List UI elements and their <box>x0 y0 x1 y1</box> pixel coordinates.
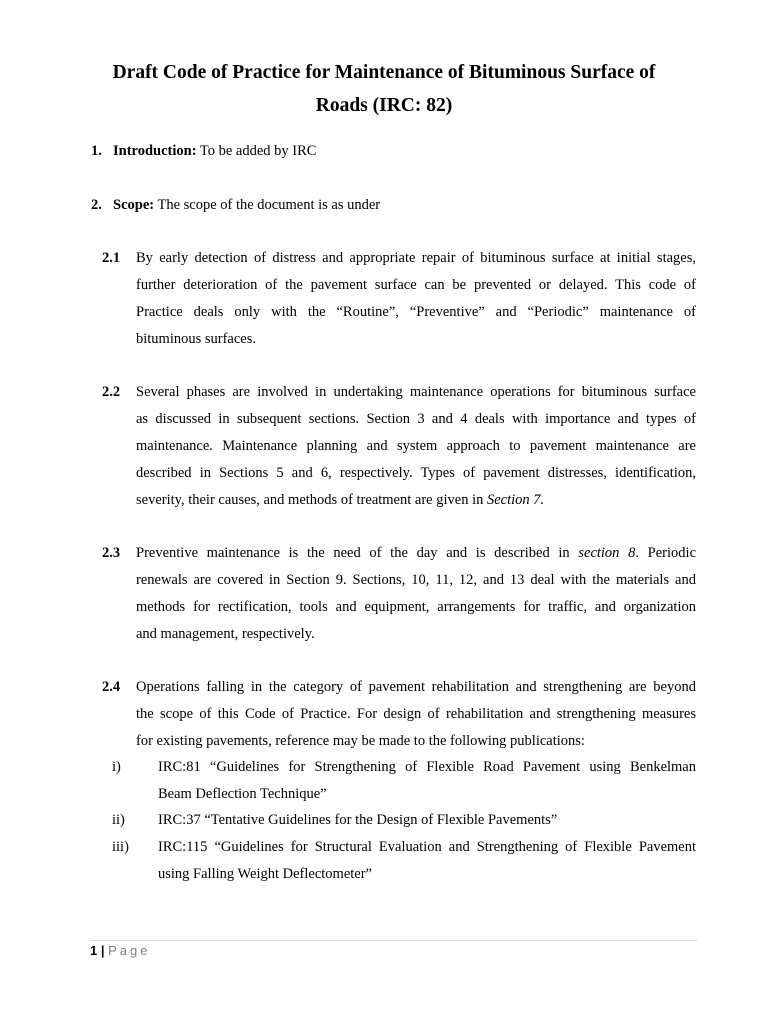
text-line: using Falling Weight Deflectometer” <box>158 866 372 882</box>
text-line: IRC:81 “Guidelines for Strengthening of Flexible Road Pavement using Benkelman <box>158 759 696 775</box>
subsection-number: 2.2 <box>102 384 121 400</box>
text-line: maintenance. Maintenance planning and system approach to pavement maintenance are <box>136 438 696 454</box>
section-number: 2. <box>91 197 102 213</box>
publication-item <box>112 807 696 834</box>
text-line: and management, respectively. <box>136 626 315 642</box>
publication-text <box>158 754 696 808</box>
section-heading: Introduction: <box>113 143 197 159</box>
publication-item <box>112 834 696 888</box>
subsection-2-4 <box>102 674 696 755</box>
text-line: further deterioration of the pavement surface can be prevented or delayed. This code of <box>136 277 696 293</box>
section-introduction <box>91 138 316 165</box>
text-fragment: Preventive maintenance is the need of the day and is described in <box>136 545 579 561</box>
page-label: Page <box>108 943 151 958</box>
title-line-2: Roads (IRC: 82) <box>315 95 453 116</box>
text-line: described in Sections 5 and 6, respectively. Types of pavement distresses, identification, <box>136 465 696 481</box>
section-number: 1. <box>91 143 102 159</box>
subsection-number: 2.1 <box>102 250 121 266</box>
text-fragment: . Periodic <box>635 545 697 561</box>
title-line-1: Draft Code of Practice for Maintenance of Bituminous Surface of <box>112 62 656 83</box>
subsection-body <box>136 540 696 648</box>
text-line: By early detection of distress and appropriate repair of bituminous surface at initial stages, <box>136 250 696 266</box>
publication-item <box>112 754 696 808</box>
text-line: Several phases are involved in undertaking maintenance operations for bituminous surface <box>136 384 696 400</box>
page-number: 1 <box>90 943 98 958</box>
subsection-body <box>136 379 696 514</box>
text-line <box>136 487 696 514</box>
footer-divider <box>90 940 697 941</box>
section-text: To be added by IRC <box>196 143 317 159</box>
subsection-number: 2.4 <box>102 679 121 695</box>
subsection-number: 2.3 <box>102 545 121 561</box>
subsection-body <box>136 245 696 353</box>
section-scope <box>91 192 380 219</box>
text-line: bituminous surfaces. <box>136 331 257 347</box>
list-marker: iii) <box>112 839 129 855</box>
list-marker: ii) <box>112 812 125 828</box>
text-line: Operations falling in the category of pavement rehabilitation and strengthening are beyond <box>136 679 696 695</box>
subsection-2-3 <box>102 540 696 648</box>
publication-text <box>158 807 696 834</box>
document-title <box>60 56 708 122</box>
text-line: Beam Deflection Technique” <box>158 786 327 802</box>
page-footer <box>90 941 150 961</box>
text-line: renewals are covered in Section 9. Sections, 10, 11, 12, and 13 deal with the materials and <box>136 572 696 588</box>
text-line: as discussed in subsequent sections. Section 3 and 4 deals with importance and types of <box>136 411 696 427</box>
subsection-2-2 <box>102 379 696 514</box>
subsection-body <box>136 674 696 755</box>
section-reference: Section 7. <box>486 492 545 508</box>
text-line: methods for rectification, tools and equipment, arrangements for traffic, and organization <box>136 599 696 615</box>
text-line: the scope of this Code of Practice. For design of rehabilitation and strengthening measures <box>136 706 696 722</box>
text-fragment: severity, their causes, and methods of treatment are given in <box>136 492 487 508</box>
text-line: IRC:37 “Tentative Guidelines for the Design of Flexible Pavements” <box>158 812 558 828</box>
list-marker: i) <box>112 759 121 775</box>
text-line <box>136 540 696 567</box>
section-heading: Scope: <box>113 197 155 213</box>
publication-text <box>158 834 696 888</box>
text-line: IRC:115 “Guidelines for Structural Evaluation and Strengthening of Flexible Pavement <box>158 839 696 855</box>
section-reference: section 8 <box>578 545 636 561</box>
page-separator: | <box>97 943 109 958</box>
text-line: Practice deals only with the “Routine”, “Preventive” and “Periodic” maintenance of <box>136 304 696 320</box>
text-line: for existing pavements, reference may be made to the following publications: <box>136 733 585 749</box>
section-text: The scope of the document is as under <box>154 197 381 213</box>
subsection-2-1 <box>102 245 696 353</box>
